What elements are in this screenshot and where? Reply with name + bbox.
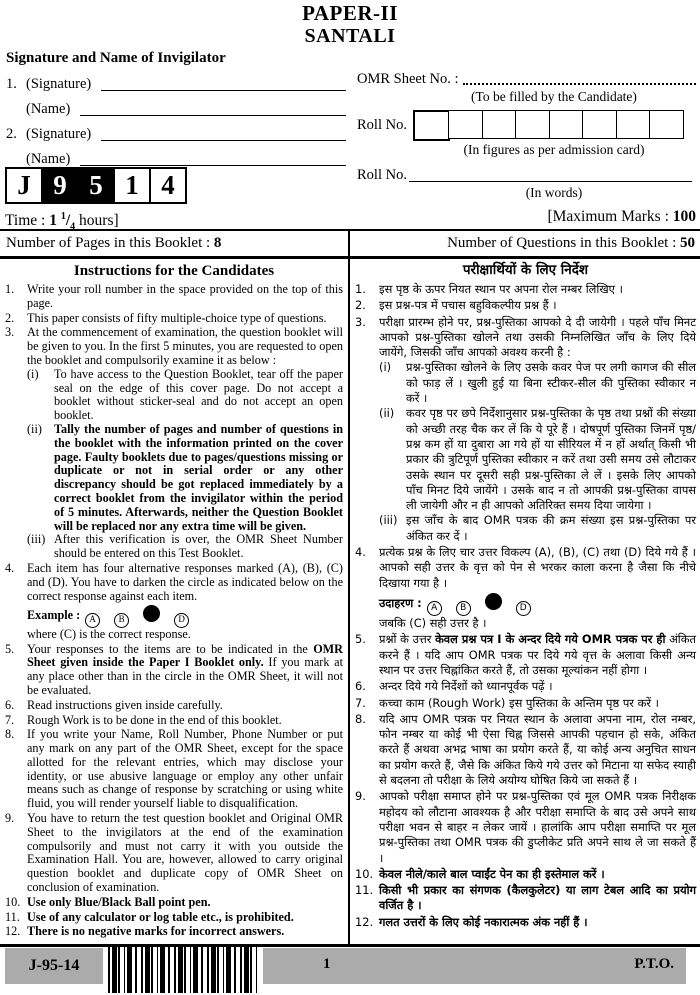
- omr-sheet-dotted-line: [463, 83, 697, 85]
- item-text: [27, 562, 343, 642]
- example-label: उदाहरण :: [379, 595, 422, 610]
- list-item: [5, 714, 343, 728]
- item-text: [379, 545, 696, 631]
- item-number: 1.: [355, 282, 366, 296]
- omr-sheet-label: OMR Sheet No. :: [357, 71, 459, 87]
- item-number: 4.: [355, 545, 366, 560]
- name-label: (Name): [26, 151, 71, 167]
- item-text-pre: इस प्रश्न-पत्र में पचास बहुविकल्पीय प्रश्न हैं ।: [379, 298, 557, 313]
- item-text-bold: Tally the number of pages and number of questions in the booklet with the information printed on the cover page. Faulty booklets due to pages/questions missing or duplicate or not in serial order or any other discrepancy should be got replaced immediately by a correct booklet from the invigilator within the period of 5 minutes. Afterwards, neither the Question Booklet will be replaced nor any extra time will be given.: [54, 421, 343, 533]
- option-circle: A: [85, 613, 100, 628]
- item-text-pre: Read instructions given inside carefully.: [27, 697, 223, 712]
- item-text: [379, 696, 696, 711]
- subject-title: SANTALI: [304, 25, 396, 47]
- example-label: Example :: [27, 608, 81, 623]
- roll-digit-box: [616, 110, 651, 139]
- pages-label: Number of Pages in this Booklet :: [6, 235, 214, 251]
- omr-block: [357, 71, 696, 201]
- item-text: [379, 883, 696, 914]
- invigilator-heading: Signature and Name of Invigilator: [6, 50, 226, 66]
- roll-words-row: [357, 167, 696, 184]
- list-item: [5, 911, 343, 925]
- item-number: (i): [379, 360, 392, 375]
- list-item: [5, 326, 343, 561]
- roll-number-boxes: [413, 110, 685, 141]
- instructions-english-list: [5, 283, 343, 939]
- roll-digit-box: [649, 110, 684, 139]
- instructions-english-column: [0, 259, 350, 944]
- item-text: [379, 298, 696, 313]
- item-text: [379, 915, 696, 930]
- time-fraction-numerator: 1: [60, 211, 66, 222]
- item-number: (ii): [379, 406, 395, 421]
- item-number: 10.: [355, 866, 374, 881]
- signature-label: (Signature): [26, 76, 92, 92]
- page-number: 1: [323, 956, 331, 972]
- sub-list-item: [379, 360, 696, 406]
- list-item: [355, 315, 696, 544]
- item-number: 7.: [355, 695, 366, 710]
- time-whole: 1: [49, 212, 57, 230]
- filled-option-circle: [485, 593, 502, 610]
- roll-digit-box: [515, 110, 550, 139]
- item-text-pre: परीक्षा प्रारम्भ होने पर, प्रश्न-पुस्तिका आपको दे दी जायेगी । पहले पाँच मिनट आपको प्रश्न-पुस्तिका खोलने तथा उसकी निम्नलिखित जाँच के लिए दिये जायेंगे, जिसकी जाँच आपको अवश्य करनी है :: [379, 314, 696, 360]
- item-text-pre: At the commencement of examination, the question booklet will be given to you. In the first 5 minutes, you are requested to open the booklet and compulsorily examine it as below :: [27, 325, 343, 367]
- pages-value: 8: [213, 235, 222, 251]
- roll-digit-box: [582, 110, 617, 139]
- time-fraction-denominator: 4: [70, 221, 76, 233]
- list-item: [355, 696, 696, 711]
- item-number: 9.: [355, 789, 366, 804]
- item-number: 2.: [355, 298, 366, 313]
- item-text: [54, 423, 343, 533]
- option-circle: D: [516, 601, 531, 616]
- item-text-pre: If you write your Name, Roll Number, Phone Number or put any mark on any part of the OMR Sheet, except for the space allotted for the relevant entries, which may disclose your identity, or use abusive language or employ any other unfair means such as change of response by scratching or using white fluid, you will render yourself liable to disqualification.: [27, 727, 343, 811]
- item-number: 5.: [5, 641, 15, 656]
- item-number: 8.: [355, 711, 366, 726]
- item-text-pre: यदि आप OMR पत्रक पर नियत स्थान के अलावा अपना नाम, रोल नम्बर, फोन नम्बर या कोई भी ऐसा चिह्न जिससे आपकी पहचान हो सके, अंकित करते हैं अथवा अभद्र भाषा का प्रयोग करते हैं, या कोई अन्य अनुचित साधन का प्रयोग करते हैं, जैसे कि अंकित किये गये उत्तर को मिटाना या सफेद स्याही से बदलना तो परीक्षा के लिये अयोग्य घोषित किये जा सकते हैं ।: [379, 711, 696, 788]
- questions-value: 50: [680, 235, 695, 251]
- list-item: [355, 632, 696, 678]
- item-text-bold: किसी भी प्रकार का संगणक (कैलकुलेटर) या लाग टेबल आदि का प्रयोग वर्जित है ।: [379, 883, 696, 913]
- item-text: [379, 867, 696, 882]
- footer-strip: [263, 948, 686, 984]
- item-text-post: If you mark at any place other than in the circle in the OMR Sheet, it will not be evaluated.: [27, 655, 343, 697]
- sub-list-item: [27, 533, 343, 561]
- item-number: 7.: [5, 712, 15, 727]
- item-text-bold: Use only Blue/Black Ball point pen.: [27, 894, 211, 909]
- signature-row-1: [6, 75, 350, 93]
- list-item: [355, 867, 696, 882]
- invigilator-block: [6, 49, 350, 168]
- item-number: (iii): [379, 513, 398, 528]
- item-number: 5.: [355, 632, 366, 647]
- list-item: [5, 562, 343, 642]
- item-text-pre: Your responses to the items are to be indicated in the: [27, 641, 314, 656]
- booklet-info-row: [0, 229, 700, 259]
- row-number: 2.: [6, 126, 17, 142]
- example-after-text: where (C) is the correct response.: [27, 626, 191, 641]
- sub-list-item: [27, 368, 343, 423]
- example-after-text: जबकि (C) सही उत्तर है ।: [379, 616, 487, 631]
- roll-digit-box: [549, 110, 584, 139]
- roll-figures-note: (In figures as per admission card): [463, 142, 645, 157]
- item-text-pre: प्रत्येक प्रश्न के लिए चार उत्तर विकल्प (A), (B), (C) तथा (D) दिये गये हैं । आपको सही उत्तर के वृत्त को पेन से भरकर काला करना है जैसा कि नीचे दिखाया गया है ।: [379, 545, 696, 590]
- list-item: [355, 545, 696, 631]
- list-item: [5, 699, 343, 713]
- item-text-pre: प्रश्नों के उत्तर: [379, 632, 436, 647]
- item-text: [406, 360, 696, 406]
- name-label: (Name): [26, 101, 71, 117]
- option-circle: B: [114, 613, 129, 628]
- item-number: 8.: [5, 727, 15, 742]
- name-row-1: [6, 100, 350, 118]
- item-number: (ii): [27, 421, 42, 436]
- list-item: [355, 712, 696, 788]
- list-item: [5, 896, 343, 910]
- time-label: Time :: [5, 212, 50, 230]
- name-row-2: [6, 150, 350, 168]
- instructions-hindi-list: [355, 282, 696, 930]
- name-line: [80, 165, 346, 166]
- item-number: 12.: [5, 924, 21, 939]
- roll-no-words-label: Roll No.: [357, 167, 407, 183]
- item-text-bold: केवल प्रश्न पत्र I के अन्दर दिये गये OMR पत्रक पर ही: [435, 632, 666, 647]
- item-text-bold: Use of any calculator or log table etc., is prohibited.: [27, 909, 294, 924]
- max-marks-value: 100: [672, 208, 696, 225]
- paper-title: PAPER-II: [302, 1, 398, 25]
- roll-words-line: [409, 181, 692, 182]
- questions-text: [447, 235, 695, 252]
- item-text: [27, 326, 343, 561]
- item-text: [379, 789, 696, 865]
- signature-line: [101, 90, 346, 91]
- pages-cell: [0, 231, 350, 256]
- item-number: 9.: [5, 811, 15, 826]
- time-suffix: hours]: [75, 212, 119, 230]
- item-text-bold: गलत उत्तरों के लिए कोई नकारात्मक अंक नहीं हैं ।: [379, 914, 588, 929]
- item-text-pre: Each item has four alternative responses marked (A), (B), (C) and (D). You have to darken the circle as indicated below on the correct response against each item.: [27, 560, 343, 603]
- list-item: [355, 789, 696, 865]
- item-number: 2.: [5, 310, 15, 325]
- pto-label: P.T.O.: [634, 956, 674, 972]
- item-text: [27, 911, 343, 925]
- item-text: [27, 699, 343, 713]
- item-text-pre: प्रश्न-पुस्तिका खोलने के लिए उसके कवर पेज पर लगी कागज की सील को फाड़ लें । खुली हुई या बिना स्टीकर-सील की पुस्तिका स्वीकार न करें ।: [406, 360, 696, 406]
- item-text-pre: To have access to the Question Booklet, tear off the paper seal on the edge of this cover page. Do not accept a booklet without sticker-seal and do not accept an open booklet.: [54, 366, 343, 423]
- item-text-pre: After this verification is over, the OMR Sheet Number should be entered on this Test Booklet.: [54, 532, 343, 561]
- roll-digit-box: [482, 110, 517, 139]
- instructions-hindi-column: [350, 259, 700, 944]
- item-text: [27, 643, 343, 698]
- item-number: 4.: [5, 560, 15, 575]
- list-item: [355, 915, 696, 930]
- item-number: 1.: [5, 282, 15, 296]
- item-text-bold: OMR Sheet given inside the Paper I Booklet only.: [27, 641, 343, 670]
- list-item: [5, 728, 343, 811]
- item-number: (iii): [27, 532, 46, 547]
- code-cell: 1: [115, 169, 151, 202]
- code-cell: 4: [151, 169, 185, 202]
- barcode: [108, 947, 258, 993]
- item-number: 11.: [355, 883, 374, 898]
- list-item: [5, 312, 343, 326]
- row-number: 1.: [6, 76, 17, 92]
- item-text: [379, 632, 696, 678]
- option-circle: D: [174, 613, 189, 628]
- item-text: [379, 712, 696, 788]
- list-item: [355, 282, 696, 297]
- instructions-columns: [0, 259, 700, 947]
- list-item: [5, 643, 343, 698]
- item-text: [54, 368, 343, 423]
- roll-no-label: Roll No.: [357, 117, 407, 133]
- roll-digit-box: [413, 110, 450, 141]
- item-text-pre: अन्दर दिये गये निर्देशों को ध्यानपूर्वक पढ़ें ।: [379, 679, 553, 694]
- item-number: 6.: [5, 697, 15, 712]
- item-text-pre: कवर पृष्ठ पर छपे निर्देशानुसार प्रश्न-पुस्तिका के पृष्ठ तथा प्रश्नों की संख्या को अच्छी तरह चैक कर लें कि ये पूरे हैं । दोषपूर्ण पुस्तिका जिनमें पृष्ठ/प्रश्न कम हों या दुबारा आ गये हों या सीरियल में न हों अर्थात् किसी भी प्रकार की त्रुटिपूर्ण पुस्तिका स्वीकार न करें तथा उसी समय उसे लौटाकर उसके स्थान पर दूसरी सही प्रश्न-पुस्तिका ले लें । इसके लिए आपको पाँच मिनट दिये जायेंगे । उसके बाद न तो आपकी प्रश्न-पुस्तिका वापस ली जायेगी और न ही आपको अतिरिक्त समय दिया जायेगा ।: [406, 406, 696, 513]
- list-item: [5, 812, 343, 895]
- omr-sheet-note: (To be filled by the Candidate): [471, 89, 637, 104]
- item-text-pre: आपको परीक्षा समाप्त होने पर प्रश्न-पुस्तिका एवं मूल OMR पत्रक निरीक्षक महोदय को लौटाना आवश्यक है और परीक्षा समाप्ति के बाद उसे अपने साथ परीक्षा भवन से बाहर न लेकर जायें । हालांकि आप परीक्षा समाप्ति पर मूल प्रश्न-पुस्तिका तथा OMR पत्रक की डुप्लीकेट प्रति अपने साथ ले जा सकते हैं ।: [379, 789, 696, 865]
- item-text-post: अंकित करने हैं । यदि आप OMR पत्रक पर दिये गये वृत्त के अलावा किसी अन्य स्थान पर उत्तर चिह्नांकित करते हैं, तो उसका मूल्यांकन नहीं होगा ।: [379, 632, 696, 677]
- list-item: [355, 298, 696, 313]
- item-text: [379, 315, 696, 544]
- questions-label: Number of Questions in this Booklet :: [447, 235, 680, 251]
- roll-words-note: (In words): [525, 185, 583, 200]
- footer-booklet-code: J-95-14: [5, 948, 103, 984]
- option-circle: B: [456, 601, 471, 616]
- item-text-pre: इस पृष्ठ के ऊपर नियत स्थान पर अपना रोल नम्बर लिखिए ।: [379, 282, 623, 296]
- questions-cell: [350, 231, 700, 256]
- code-cell: J: [7, 169, 43, 202]
- signature-label: (Signature): [26, 126, 92, 142]
- list-item: [355, 679, 696, 694]
- name-line: [80, 115, 346, 116]
- time-text: Time : 1 $^1/_4$ hours]: [5, 211, 119, 233]
- item-text-pre: You have to return the test question booklet and Original OMR Sheet to the invigilators at the end of the examination compulsorily and must not carry it with you outside the Examination Hall. You are, however, allowed to carry original question booklet and duplicate copy of OMR Sheet on conclusion of examination.: [27, 811, 343, 895]
- item-text: [27, 812, 343, 895]
- item-text: [27, 728, 343, 811]
- item-number: 3.: [5, 325, 15, 340]
- item-text-pre: कच्चा काम (Rough Work) इस पुस्तिका के अन्तिम पृष्ठ पर करें ।: [379, 695, 659, 710]
- item-text: [27, 312, 343, 326]
- example-line: [27, 605, 343, 627]
- item-text-bold: केवल नीले/काले बाल प्वाईंट पेन का ही इस्तेमाल करें ।: [379, 866, 605, 881]
- example-line: [379, 593, 696, 616]
- roll-digit-box: [448, 110, 483, 139]
- item-number: 12.: [355, 914, 374, 929]
- item-number: 6.: [355, 679, 366, 694]
- item-number: (i): [27, 366, 39, 381]
- list-item: [5, 925, 343, 939]
- omr-sheet-row: [357, 71, 696, 88]
- item-text: [379, 679, 696, 694]
- booklet-code-box: [5, 167, 187, 204]
- code-cell: 5: [79, 169, 115, 202]
- list-item: [355, 883, 696, 914]
- instructions-hindi-heading: परीक्षार्थियों के लिए निर्देश: [462, 262, 589, 278]
- item-text: [54, 533, 343, 561]
- item-number: 10.: [5, 894, 21, 909]
- item-number: 3.: [355, 314, 366, 329]
- item-text-pre: This paper consists of fifty multiple-choice type of questions.: [27, 310, 327, 325]
- code-cell: 9: [43, 169, 79, 202]
- item-text: [27, 896, 343, 910]
- roll-figures-row: [357, 110, 696, 141]
- sub-list-item: [379, 406, 696, 513]
- sub-list-item: [27, 423, 343, 533]
- item-text: [27, 925, 343, 939]
- list-item: [5, 283, 343, 311]
- item-text-bold: There is no negative marks for incorrect answers.: [27, 924, 285, 939]
- item-text-pre: इस जाँच के बाद OMR पत्रक की क्रम संख्या इस प्रश्न-पुस्तिका पर अंकित कर दें ।: [406, 513, 696, 543]
- item-number: 11.: [5, 909, 20, 924]
- item-text-pre: Write your roll number in the space provided on the top of this page.: [27, 282, 343, 310]
- item-text: [406, 406, 696, 513]
- title-block: [0, 1, 700, 47]
- instructions-english-heading: Instructions for the Candidates: [73, 263, 275, 279]
- pages-text: [6, 235, 221, 252]
- item-text-pre: Rough Work is to be done in the end of this booklet.: [27, 712, 282, 727]
- item-text: [379, 282, 696, 297]
- filled-option-circle: [143, 605, 160, 622]
- signature-row-2: [6, 125, 350, 143]
- item-text: [27, 714, 343, 728]
- item-text: [27, 283, 343, 311]
- item-text: [406, 513, 696, 544]
- max-marks-label: [Maximum Marks :: [547, 208, 673, 225]
- sub-list-item: [379, 513, 696, 544]
- signature-line: [101, 140, 346, 141]
- option-circle: A: [427, 601, 442, 616]
